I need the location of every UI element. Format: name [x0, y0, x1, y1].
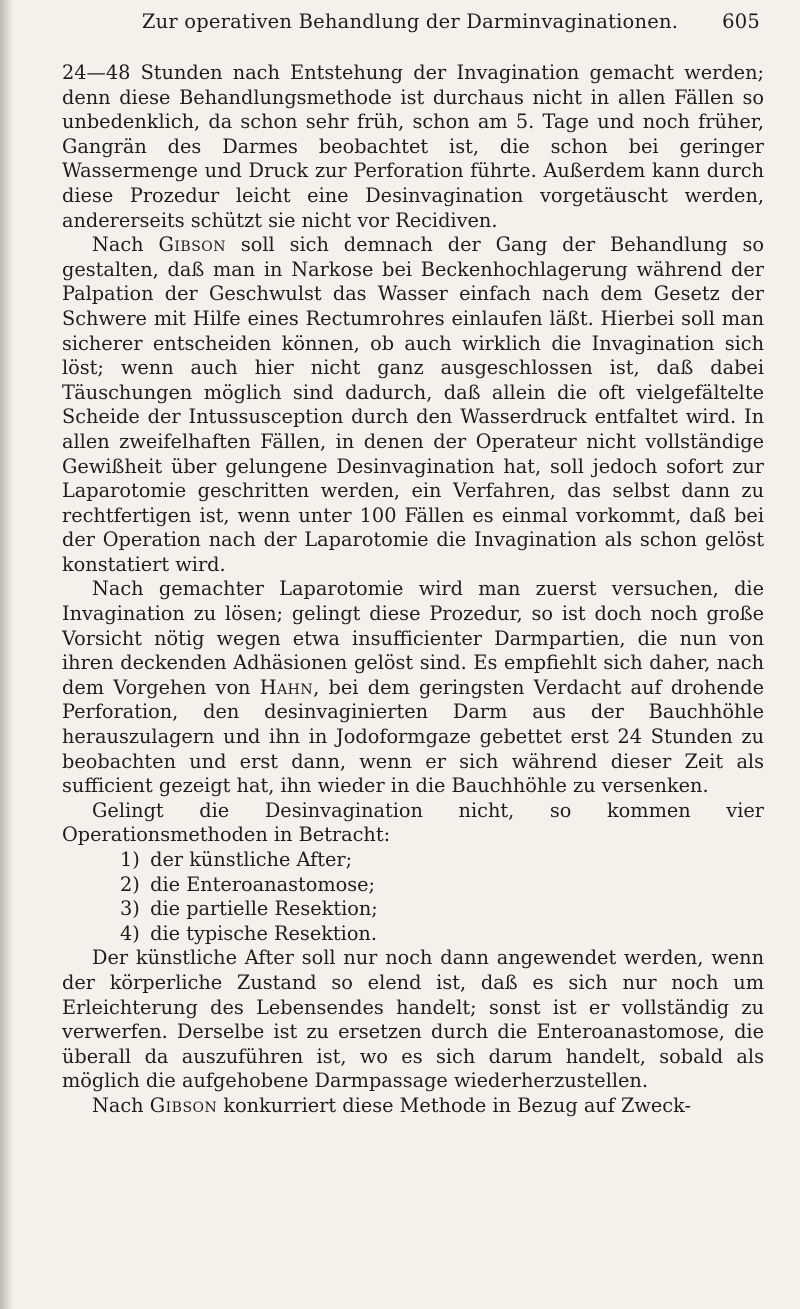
author-name-hahn: Hahn — [259, 675, 314, 699]
list-item-text: die partielle Resektion; — [150, 897, 378, 921]
list-item — [62, 897, 764, 922]
operation-methods-list — [62, 848, 764, 946]
list-item-text: die typische Resektion. — [150, 921, 377, 945]
page-number: 605 — [722, 10, 760, 33]
author-name-gibson: Gibson — [149, 1093, 218, 1117]
list-item-number: 3) — [120, 897, 140, 921]
body-text — [62, 61, 764, 1119]
list-item-number: 1) — [120, 848, 140, 871]
author-name-gibson: Gibson — [158, 233, 227, 257]
paragraph-3-text-b: , bei dem geringsten Verdacht auf drohende Perforation, den desinvaginierten Darm aus der Bauchhöhle herauszulagern und ihn in Jodoformgaze gebettet erst 24 Stunden zu beobachten und erst dann, wenn er sich während dieser Zeit als sufficient gezeigt hat, ihn wieder in die Bauchhöhle zu versenken. — [62, 675, 765, 798]
paragraph-2-text-b: soll sich demnach der Gang der Behandlung so gestalten, daß man in Narkose bei Beckenhochlagerung während der Palpation der Geschwulst das Wasser einfach nach dem Gesetz der Schwere mit Hilfe eines Rectumrohres einlaufen läßt. Hierbei soll man sicherer entscheiden können, ob auch wirklich die Invagination sich löst; wenn auch hier nicht ganz ausgeschlossen ist, daß dabei Täuschungen möglich sind dadurch, daß allein die oft vielgefältelte Scheide der Intussusception durch den Wasserdruck entfaltet wird. In allen zweifelhaften Fällen, in denen der Operateur nicht vollständige Gewißheit über gelungene Desinvagination hat, soll jedoch sofort zur Laparotomie geschritten werden, ein Verfahren, das selbst dann zu rechtfertigen ist, wenn unter 100 Fällen es einmal vorkommt, daß bei der Operation nach der Laparotomie die Invagination als schon gelöst konstatiert wird. — [62, 233, 765, 576]
list-item — [62, 873, 764, 898]
list-item — [62, 922, 764, 947]
list-item-number: 4) — [120, 921, 140, 945]
paragraph-6-text-b: konkurriert diese Methode in Bezug auf Zweck- — [217, 1093, 691, 1117]
list-item-text: die Enteroanastomose; — [150, 872, 376, 896]
paragraph-3 — [62, 577, 764, 798]
list-item-text: der künstliche After; — [150, 848, 353, 871]
paragraph-5: Der künstliche After soll nur noch dann angewendet werden, wenn der körperliche Zustand so elend ist, daß es sich nur noch um Erleichterung des Lebensendes handelt; sonst ist er vollständig zu verwerfen. Derselbe ist zu ersetzen durch die Enteroanastomose, die überall da auszuführen ist, wo es sich darum handelt, sobald als möglich die aufgehobene Darmpassage wiederherzustellen. — [62, 946, 764, 1093]
paragraph-6 — [62, 1094, 764, 1119]
page-gutter-shadow — [0, 0, 14, 1309]
paragraph-1: 24—48 Stunden nach Entstehung der Invagination gemacht werden; denn diese Behandlungsmethode ist durchaus nicht in allen Fällen so unbedenklich, da schon sehr früh, schon am 5. Tage und noch früher, Gangrän des Darmes beobachtet ist, die schon bei geringer Wassermenge und Druck zur Perforation führte. Außerdem kann durch diese Prozedur leicht eine Desinvagination vorgetäuscht werden, andererseits schützt sie nicht vor Recidiven. — [62, 61, 764, 232]
paragraph-3-text-a: Nach gemachter Laparotomie wird man zuerst versuchen, die Invagination zu lösen; gelingt diese Prozedur, so ist doch noch große Vorsicht nötig wegen etwa insufficienter Darmpartien, die nun von ihren deckenden Adhäsionen gelöst sind. Es empfiehlt sich daher, nach dem Vorgehen von — [62, 577, 764, 699]
paragraph-2-text-a: Nach — [92, 233, 159, 257]
running-header — [60, 10, 760, 38]
list-item-number: 2) — [120, 872, 140, 896]
list-item — [62, 848, 764, 873]
paragraph-6-text-a: Nach — [92, 1093, 150, 1117]
paragraph-4: Gelingt die Desinvagination nicht, so kommen vier Operationsmethoden in Betracht: — [62, 798, 764, 847]
running-title: Zur operativen Behandlung der Darminvaginationen. — [141, 10, 679, 33]
paragraph-2 — [62, 233, 764, 577]
